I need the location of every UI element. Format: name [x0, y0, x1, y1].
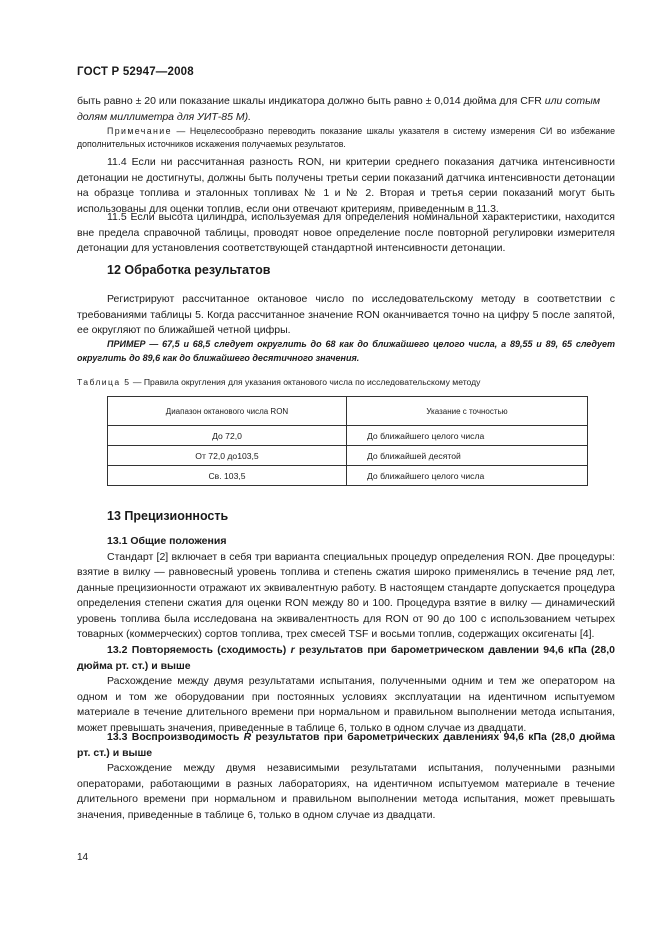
note — [77, 125, 615, 151]
paragraph-11-5: 11.5 Если высота цилиндра, используемая для определения номинальной характеристики, находится вне предела справочной таблицы, проводят новое определение после повторной регулировки измерителя детонации для установления соответствующей стандартной интенсивности детонации. — [77, 211, 615, 254]
subsection-13-1-text: Стандарт [2] включает в себя три варианта специальных процедур определения RON. Две процедуры: взятие в вилку — равновесный уровень топлива и степень сжатия широко применялись в течение ряд лет, данные прецизионности отражают их эквивалентную работу. В настоящем стандарте допускается процедура определения степени сжатия для оценки RON между 80 и 100. Процедура взятие в вилку — динамический уровень топлива была исследована на эквивалентность для RON от 90 до 100 с использованием четырех товарных (коммерческих) сортов топлива, трех смесей TSF и восьми топлив, содержащих оксигенаты [4]. — [77, 550, 615, 640]
continuation-italic: или сотым — [544, 95, 601, 107]
table-cell: До ближайшего целого числа — [347, 466, 588, 486]
table-row — [108, 466, 588, 486]
paragraph-11-4: 11.4 Если ни рассчитанная разность RON, ни критерии среднего показания датчика интенсивности детонации не достигнуты, должны быть получены третьи серии показаний датчика интенсивности детонации на образце топлива и эталонных топливах № 1 и № 2. Вторая и третья серии показаний могут быть использованы для оценки топлив, если они отвечают критериям, приведенным в 11.3. — [77, 156, 615, 215]
table-caption-label: Таблица 5 — [77, 377, 131, 387]
example — [77, 338, 615, 365]
subsection-13-3-text: Расхождение между двумя независимыми результатами испытания, полученными разными операторами, работающими в разных лабораториях, на идентичном испытуемом материале в течение длительного времени при нормальном и правильном выполнении метода испытания, может превышать значения, приведенные в таблице 6, только в одном случае из двадцати. — [77, 762, 615, 821]
table-header-cell: Указание с точностью — [347, 397, 588, 426]
continuation-italic-2: долям миллиметра для УИТ-85 М). — [77, 110, 252, 123]
section-12-title: 12 Обработка результатов — [107, 263, 271, 277]
rounding-table — [107, 396, 588, 486]
subsection-13-3-title-b: результатов при барометрических давлениях 94,6 кПа (28,0 дюйма рт. ст.) и выше — [77, 731, 615, 759]
table-caption-text: — Правила округления для указания октанового числа по исследовательскому методу — [130, 377, 481, 387]
note-text: — Нецелесообразно переводить показание шкалы указателя в систему измерения СИ во избежание дополнительных источников искажения получаемых результатов. — [77, 126, 615, 149]
section-13-title: 13 Прецизионность — [107, 509, 229, 523]
subsection-13-3-title — [77, 730, 615, 761]
continuation-text: быть равно ± 20 или показание шкалы индикатора должно быть равно ± 0,014 дюйма для CFR — [77, 95, 545, 107]
table-row — [108, 446, 588, 466]
note-label: Примечание — [107, 126, 172, 136]
continuation-paragraph — [77, 94, 615, 125]
table-header-row — [108, 397, 588, 426]
document-header: ГОСТ Р 52947—2008 — [77, 66, 194, 78]
table-cell: До 72,0 — [108, 426, 347, 446]
subsection-13-1-title: 13.1 Общие положения — [107, 535, 227, 547]
subsection-13-3-title-a: 13.3 Воспроизводимость — [107, 731, 244, 743]
section-12-paragraph: Регистрируют рассчитанное октановое число по исследовательскому методу в соответствии с требованиями таблицы 5. Когда рассчитанное значение RON оканчивается точно на цифру 5 после запятой, ее округляют по ближайшей четной цифры. — [77, 293, 615, 336]
table-cell: От 72,0 до103,5 — [108, 446, 347, 466]
subsection-13-2-title-b: результатов при барометрическом давлении 94,6 кПа (28,0 дюйма рт. ст.) и выше — [77, 644, 615, 672]
example-text: — 67,5 и 68,5 следует округлить до 68 как до ближайшего целого числа, а 89,55 и 89, 65 следует округлить до 89,6 как до ближайшего десятичного значения. — [77, 339, 615, 363]
table-header-cell: Диапазон октанового числа RON — [108, 397, 347, 426]
subsection-13-2 — [77, 643, 615, 736]
table-cell: До ближайшего целого числа — [347, 426, 588, 446]
subsection-13-2-title-a: 13.2 Повторяемость (сходимость) — [107, 644, 291, 656]
subsection-13-2-text: Расхождение между двумя результатами испытания, полученными одним и тем же оператором на одном и том же оборудовании при постоянных условиях эксплуатации на идентичном испытуемом материале в течение длительного времени при нормальном и правильном выполнении метода испытания, может превышать значения, приведенные в таблице 6, только в одном случае из двадцати. — [77, 675, 615, 734]
subsection-13-1 — [77, 534, 615, 643]
table-cell: До ближайшей десятой — [347, 446, 588, 466]
page-number: 14 — [77, 852, 89, 863]
subsection-13-2-title — [77, 643, 615, 674]
table-cell: Св. 103,5 — [108, 466, 347, 486]
table-row — [108, 426, 588, 446]
subsection-13-2-title-r: r — [290, 644, 295, 656]
table-caption — [77, 377, 480, 387]
subsection-13-3 — [77, 730, 615, 823]
example-label: ПРИМЕР — [107, 339, 146, 349]
subsection-13-3-title-r: R — [243, 731, 252, 743]
